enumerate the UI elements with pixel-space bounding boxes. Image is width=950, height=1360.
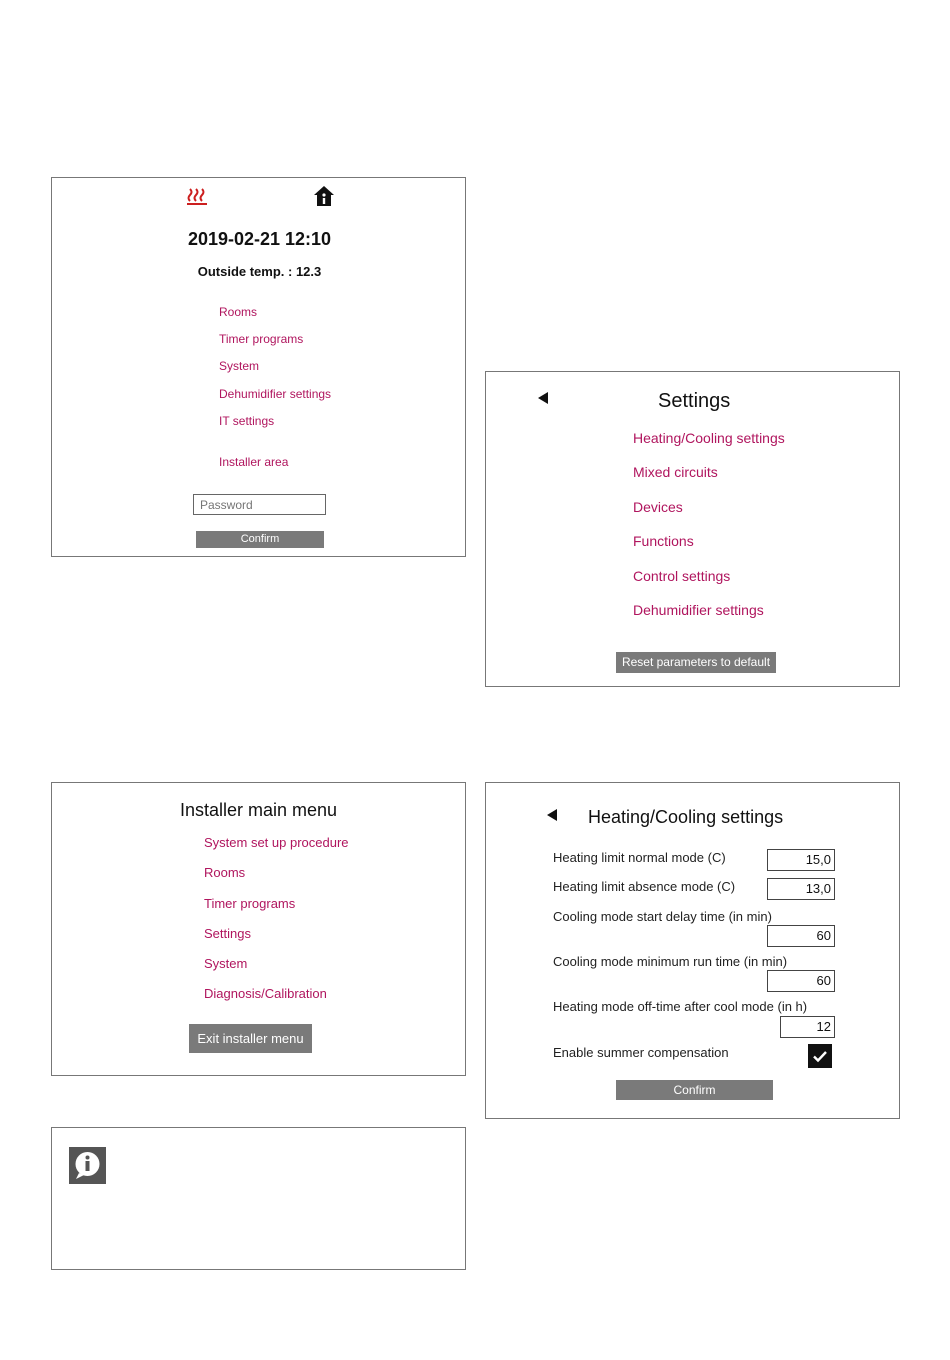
- cooling-min-run-label: Cooling mode minimum run time (in min): [553, 954, 788, 969]
- heating-limit-normal-label: Heating limit normal mode (C): [553, 850, 726, 865]
- heating-cooling-panel: [485, 782, 900, 1119]
- datetime: 2019-02-21 12:10: [187, 229, 332, 249]
- password-input[interactable]: [193, 494, 326, 515]
- menu-item-system[interactable]: System: [219, 359, 260, 373]
- menu-item-mixed-circuits[interactable]: Mixed circuits: [633, 464, 718, 480]
- menu-item-system[interactable]: System: [204, 956, 248, 971]
- heating-waves-icon[interactable]: [186, 186, 208, 211]
- page-title: Heating/Cooling settings: [588, 807, 784, 827]
- menu-item-dehumidifier-settings[interactable]: Dehumidifier settings: [219, 387, 332, 401]
- heating-limit-absence-field[interactable]: 13,0: [767, 878, 835, 900]
- installer-panel: [51, 782, 466, 1076]
- menu-item-rooms[interactable]: Rooms: [204, 865, 246, 880]
- menu-item-timer-programs[interactable]: Timer programs: [204, 896, 296, 911]
- summer-compensation-label: Enable summer compensation: [553, 1045, 729, 1060]
- menu-item-control-settings[interactable]: Control settings: [633, 568, 731, 584]
- info-panel: [51, 1127, 466, 1270]
- cooling-start-delay-label: Cooling mode start delay time (in min): [553, 909, 772, 924]
- menu-item-system-setup-procedure[interactable]: System set up procedure: [204, 835, 349, 850]
- checkmark-icon: [808, 1044, 832, 1068]
- cooling-start-delay-field[interactable]: 60: [767, 925, 835, 947]
- menu-item-it-settings[interactable]: IT settings: [219, 414, 275, 428]
- home-panel: [51, 177, 466, 557]
- page-title: Settings: [658, 390, 731, 412]
- home-info-icon[interactable]: [313, 185, 335, 212]
- outside-temperature: Outside temp. : 12.3: [197, 264, 322, 279]
- info-speech-icon: [69, 1147, 106, 1189]
- exit-installer-button[interactable]: Exit installer menu: [189, 1024, 312, 1053]
- menu-item-heating-cooling-settings[interactable]: Heating/Cooling settings: [633, 430, 785, 446]
- menu-item-rooms[interactable]: Rooms: [219, 305, 258, 319]
- menu-item-functions[interactable]: Functions: [633, 533, 694, 549]
- page-title: Installer main menu: [180, 800, 338, 820]
- confirm-button[interactable]: Confirm: [616, 1080, 773, 1100]
- confirm-button[interactable]: Confirm: [196, 531, 324, 548]
- heating-limit-normal-field[interactable]: 15,0: [767, 849, 835, 871]
- cooling-min-run-field[interactable]: 60: [767, 970, 835, 992]
- back-arrow-icon[interactable]: [537, 391, 549, 410]
- heating-off-time-field[interactable]: 12: [780, 1016, 835, 1038]
- back-arrow-icon[interactable]: [546, 808, 558, 827]
- menu-item-devices[interactable]: Devices: [633, 499, 683, 515]
- menu-item-diagnosis-calibration[interactable]: Diagnosis/Calibration: [204, 986, 327, 1001]
- heating-off-time-label: Heating mode off-time after cool mode (in h): [553, 999, 808, 1014]
- heating-limit-absence-label: Heating limit absence mode (C): [553, 879, 736, 894]
- menu-item-timer-programs[interactable]: Timer programs: [219, 332, 304, 346]
- summer-compensation-checkbox[interactable]: [808, 1044, 832, 1068]
- menu-item-installer-area[interactable]: Installer area: [219, 455, 289, 469]
- menu-item-settings[interactable]: Settings: [204, 926, 251, 941]
- menu-item-dehumidifier-settings[interactable]: Dehumidifier settings: [633, 602, 764, 618]
- settings-panel: [485, 371, 900, 687]
- reset-defaults-button[interactable]: Reset parameters to default: [616, 652, 776, 673]
